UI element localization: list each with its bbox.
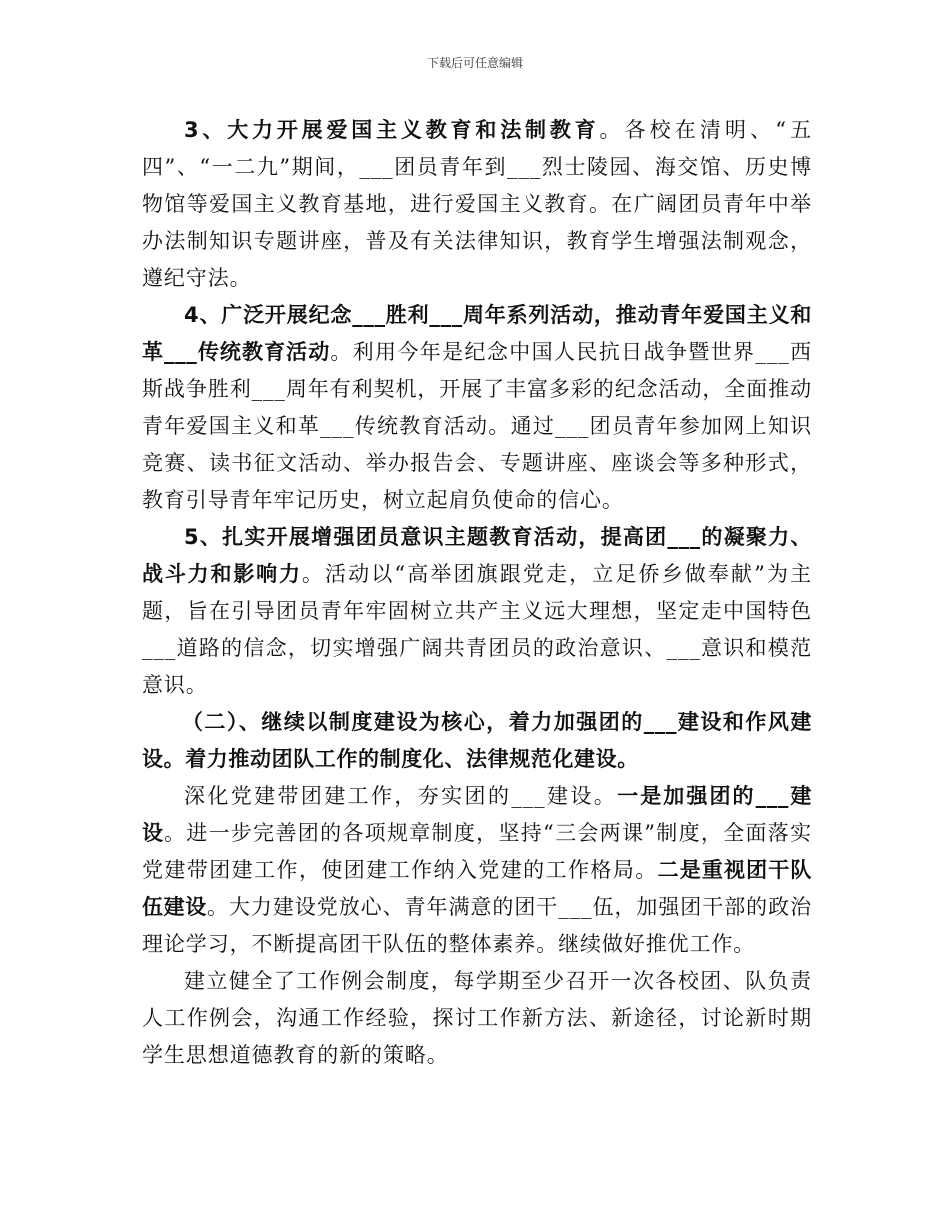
paragraph-5-text-c: 。大力建设党放心、青年满意的团干___伍，加强团干部的政治理论学习，不断提高团干队伍的整体素养。继续做好推优工作。 bbox=[142, 895, 812, 956]
paragraph-1 bbox=[142, 112, 812, 297]
paragraph-3 bbox=[142, 519, 812, 704]
paragraph-1-text: 。各校在清明、“五四”、“一二九”期间，___团员青年到___烈士陵园、海交馆、历史博物馆等爱国主义教育基地，进行爱国主义教育。在广阔团员青年中举办法制知识专题讲座，普及有关法律知识，教育学生增强法制观念，遵纪守法。 bbox=[142, 118, 812, 290]
paragraph-5-text-b: 。进一步完善团的各项规章制度，坚持“三会两课”制度，全面落实党建带团建工作，使团建工作纳入党建的工作格局。 bbox=[142, 821, 812, 882]
paragraph-3-heading: 5、扎实开展增强团员意识主题教育活动，提高团___的凝聚力、战斗力和影响力 bbox=[142, 525, 812, 586]
paragraph-2-heading: 4、广泛开展纪念___胜利___周年系列活动，推动青年爱国主义和革___传统教育活动 bbox=[142, 303, 812, 364]
paragraph-2-text: 。利用今年是纪念中国人民抗日战争暨世界___西斯战争胜利___周年有利契机，开展了丰富多彩的纪念活动，全面推动青年爱国主义和革___传统教育活动。通过___团员青年参加网上知识竞赛、读书征文活动、举办报告会、专题讲座、座谈会等多种形式，教育引导青年牢记历史，树立起肩负使命的信心。 bbox=[142, 340, 813, 512]
section-heading-2-text: （二）、继续以制度建设为核心，着力加强团的___建设和作风建设。着力推动团队工作的制度化、法律规范化建设。 bbox=[142, 710, 812, 771]
paragraph-6-text: 建立健全了工作例会制度，每学期至少召开一次各校团、队负责人工作例会，沟通工作经验，探讨工作新方法、新途径，讨论新时期学生思想道德教育的新的策略。 bbox=[142, 969, 812, 1067]
paragraph-6 bbox=[142, 963, 812, 1074]
document-body bbox=[142, 112, 812, 1074]
paragraph-1-heading: 3、大力开展爱国主义教育和法制教育 bbox=[184, 118, 600, 142]
paragraph-5-text-a: 深化党建带团建工作，夯实团的___建设。 bbox=[184, 784, 618, 808]
paragraph-5-bold-b: 二是重视团干队伍建设 bbox=[142, 858, 812, 919]
paragraph-3-text: 。活动以“高举团旗跟党走，立足侨乡做奉献”为主题，旨在引导团员青年牢固树立共产主义远大理想，坚定走中国特色___道路的信念，切实增强广阔共青团员的政治意识、___意识和模范意识。 bbox=[142, 562, 813, 697]
page-header: 下载后可任意编辑 bbox=[426, 56, 523, 70]
paragraph-5-bold-a: 一是加强团的___建设 bbox=[142, 784, 812, 845]
section-heading-2 bbox=[142, 704, 812, 778]
paragraph-2 bbox=[142, 297, 812, 519]
paragraph-5 bbox=[142, 778, 812, 963]
